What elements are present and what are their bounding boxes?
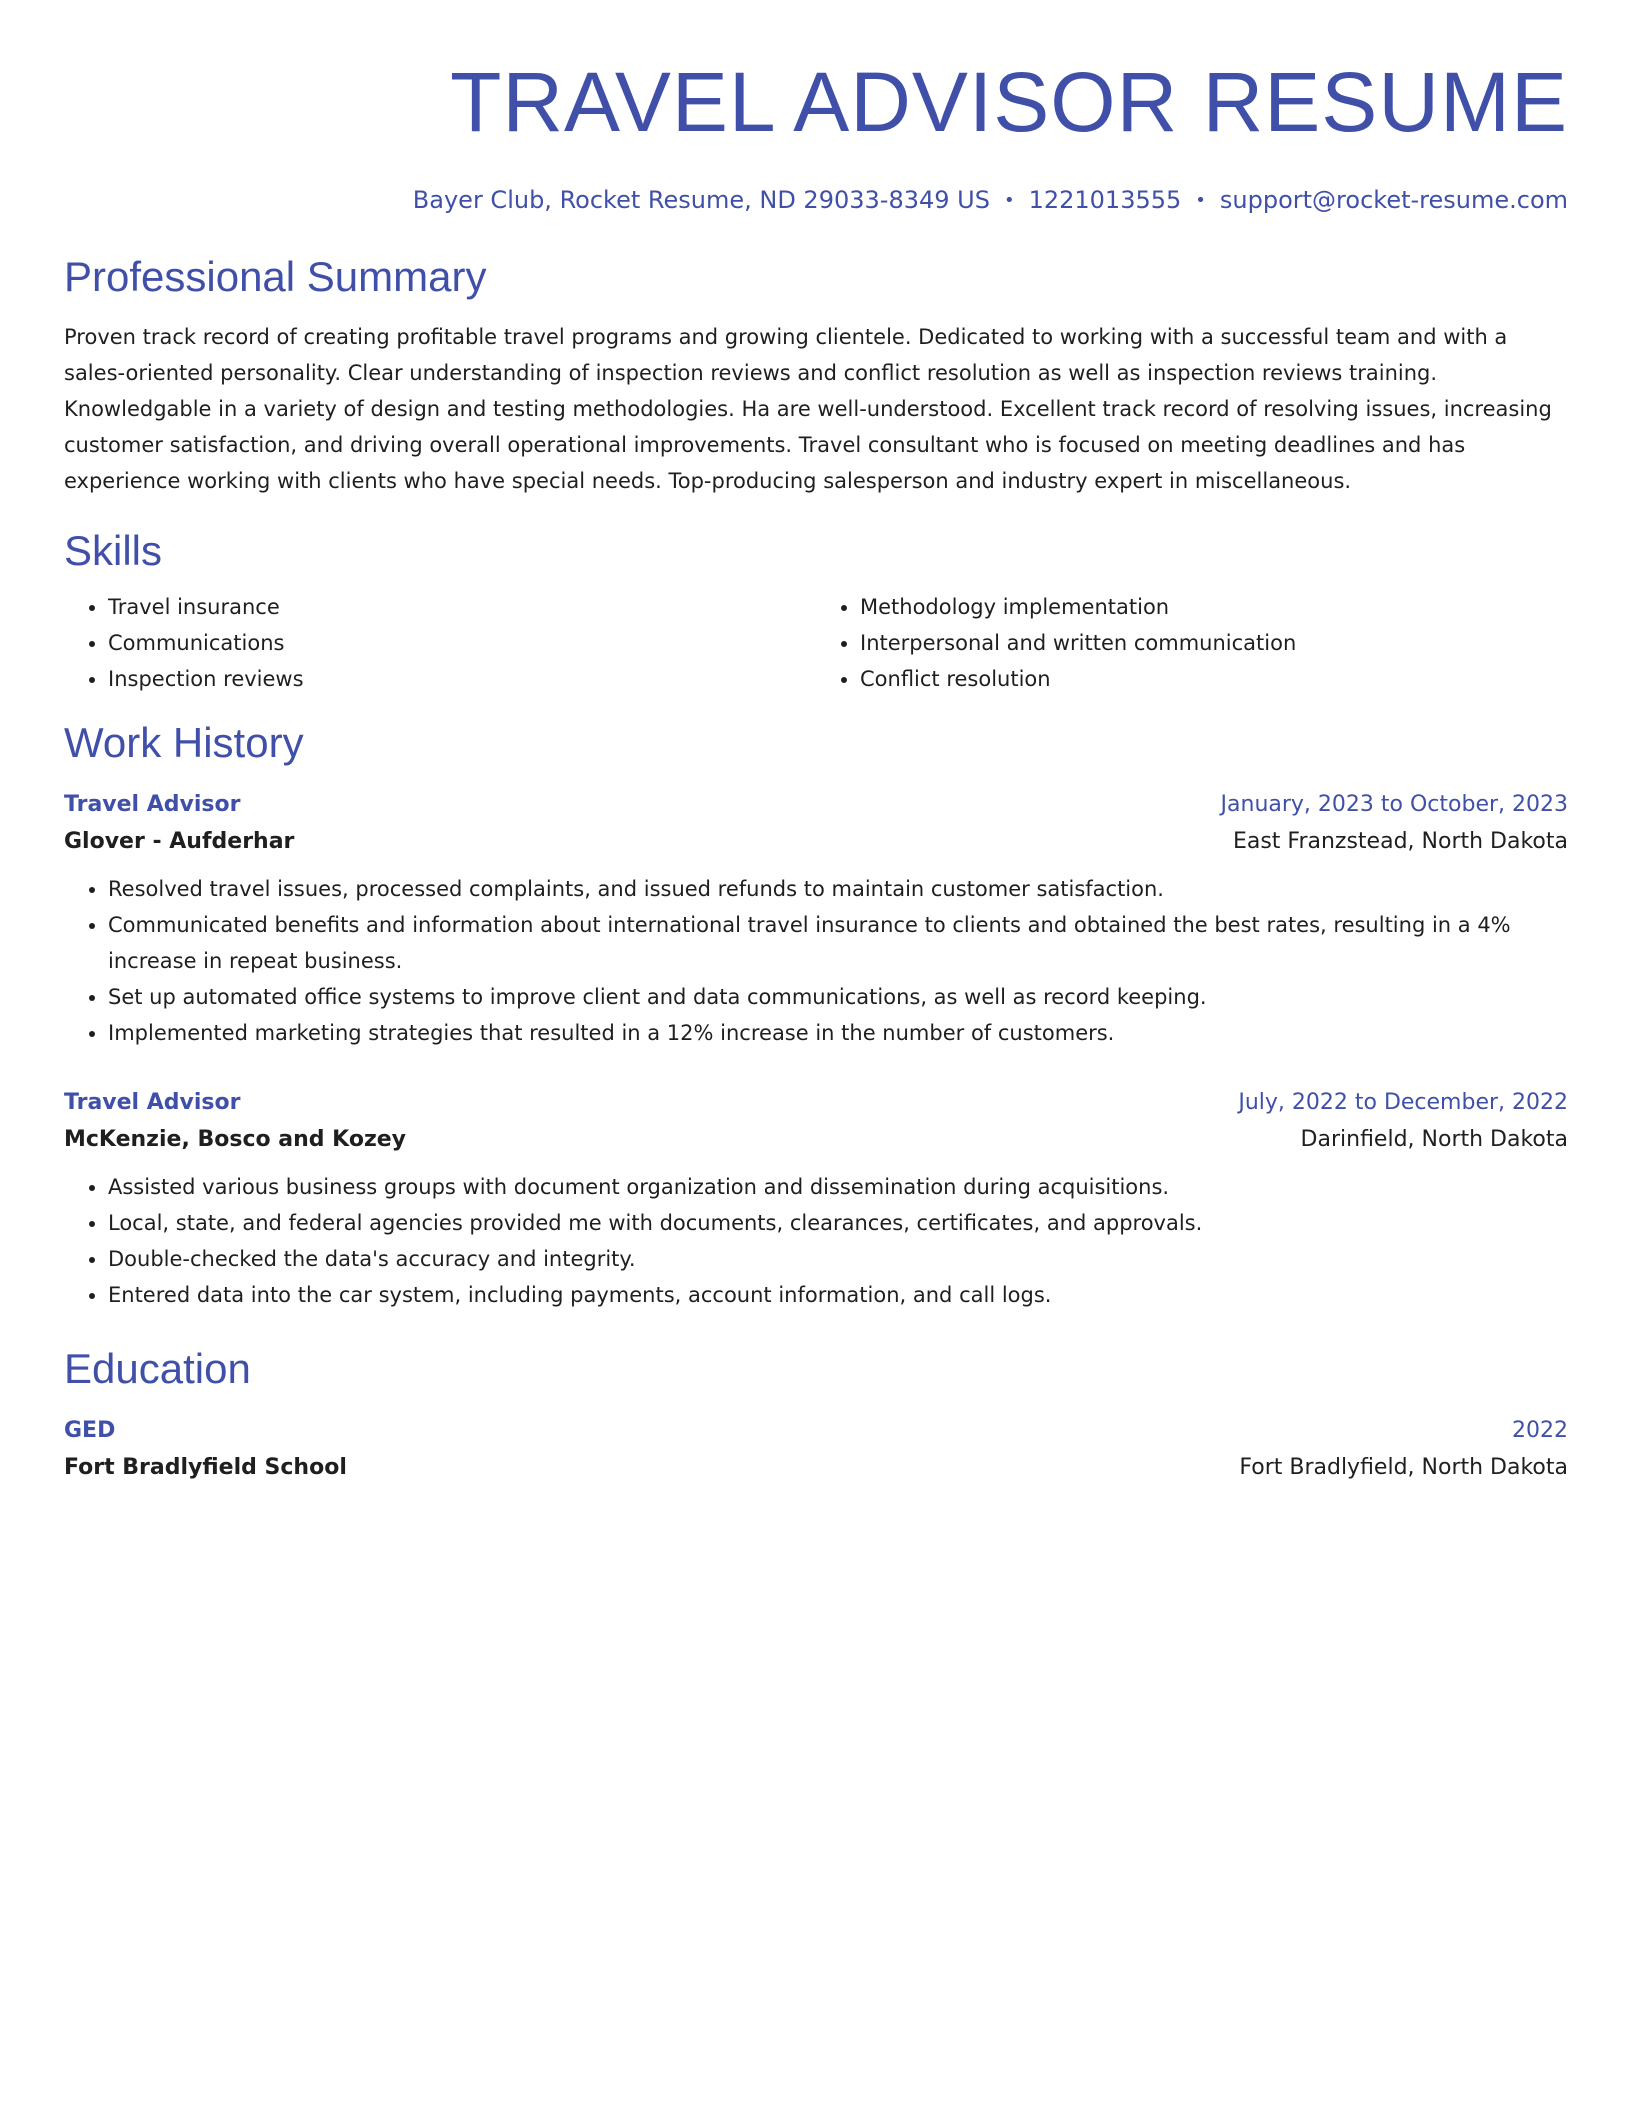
summary-section: [64, 251, 1568, 499]
education-year: 2022: [1512, 1418, 1568, 1443]
skill-item: • Communications: [108, 625, 816, 661]
contact-address: Bayer Club, Rocket Resume, ND 29033-8349 US: [412, 186, 990, 214]
skills-section: [64, 525, 1568, 697]
job-company: Glover - Aufderhar: [64, 829, 295, 854]
summary-heading: Professional Summary: [64, 253, 487, 300]
job-bullet: • Set up automated office systems to improve client and data communications, as well as record keeping.: [108, 979, 1568, 1015]
skill-item: • Travel insurance: [108, 589, 816, 625]
education-degree-row: [64, 1413, 1568, 1449]
skills-column-left: [64, 589, 816, 697]
job-bullet: • Resolved travel issues, processed complaints, and issued refunds to maintain customer satisfaction.: [108, 871, 1568, 907]
job-bullet: • Local, state, and federal agencies provided me with documents, clearances, certificates, and approvals.: [108, 1205, 1568, 1241]
education-school: Fort Bradlyfield School: [64, 1455, 347, 1480]
skill-item: • Interpersonal and written communication: [860, 625, 1568, 661]
skill-item: • Methodology implementation: [860, 589, 1568, 625]
skills-grid: [64, 589, 1568, 697]
education-section: [64, 1343, 1568, 1487]
job-bullet: • Communicated benefits and information about international travel insurance to clients and obtained the best rates, resulting in a 4% increase in repeat business.: [108, 907, 1568, 979]
education-school-row: [64, 1449, 1568, 1487]
resume-title: TRAVEL ADVISOR RESUME: [450, 55, 1568, 149]
job-dates: January, 2023 to October, 2023: [1220, 792, 1568, 817]
job-role: Travel Advisor: [64, 792, 241, 817]
job-company-row: [64, 823, 1568, 861]
work-history-section: [64, 717, 1568, 1313]
job-title-row: [64, 787, 1568, 823]
contact-line: [64, 184, 1568, 217]
education-heading: Education: [64, 1345, 251, 1392]
contact-separator: •: [1003, 190, 1015, 211]
job-bullet: • Double-checked the data's accuracy and integrity.: [108, 1241, 1568, 1277]
resume-header: [64, 0, 1568, 217]
job-role: Travel Advisor: [64, 1090, 241, 1115]
skills-heading: Skills: [64, 527, 163, 574]
education-degree: GED: [64, 1418, 116, 1443]
education-location: Fort Bradlyfield, North Dakota: [1239, 1455, 1568, 1480]
contact-separator: •: [1195, 190, 1206, 211]
job-entry: [64, 1085, 1568, 1313]
job-dates: July, 2022 to December, 2022: [1238, 1090, 1568, 1115]
job-company: McKenzie, Bosco and Kozey: [64, 1127, 407, 1152]
job-location: Darinfield, North Dakota: [1300, 1127, 1568, 1152]
summary-text: Proven track record of creating profitable travel programs and growing clientele. Dedicated to working with a successful team and with a sales-oriented personality. Clear understanding of inspection reviews and conflict resolution as well as inspection reviews training. Knowledgable in a variety of design and testing methodologies. Ha are well-understood. Excellent track record of resolving issues, increasing customer satisfaction, and driving overall operational improvements. Travel consultant who is focused on meeting deadlines and has experience working with clients who have special needs. Top-producing salesperson and industry expert in miscellaneous.: [64, 325, 1552, 493]
job-bullet: • Implemented marketing strategies that resulted in a 12% increase in the number of customers.: [108, 1015, 1568, 1051]
job-company-row: [64, 1121, 1568, 1159]
job-bullets: [64, 1169, 1568, 1313]
contact-email: support@rocket-resume.com: [1219, 186, 1568, 214]
skill-item: • Inspection reviews: [108, 661, 816, 697]
job-bullets: [64, 871, 1568, 1051]
job-location: East Franzstead, North Dakota: [1232, 829, 1568, 854]
job-bullet: • Entered data into the car system, including payments, account information, and call logs.: [108, 1277, 1568, 1313]
skills-column-right: [816, 589, 1568, 697]
education-entry: [64, 1413, 1568, 1487]
job-title-row: [64, 1085, 1568, 1121]
job-entry: [64, 787, 1568, 1051]
work-history-heading: Work History: [64, 719, 304, 766]
skill-item: • Conflict resolution: [860, 661, 1568, 697]
job-bullet: • Assisted various business groups with document organization and dissemination during acquisitions.: [108, 1169, 1568, 1205]
contact-phone: 1221013555: [1028, 186, 1182, 214]
